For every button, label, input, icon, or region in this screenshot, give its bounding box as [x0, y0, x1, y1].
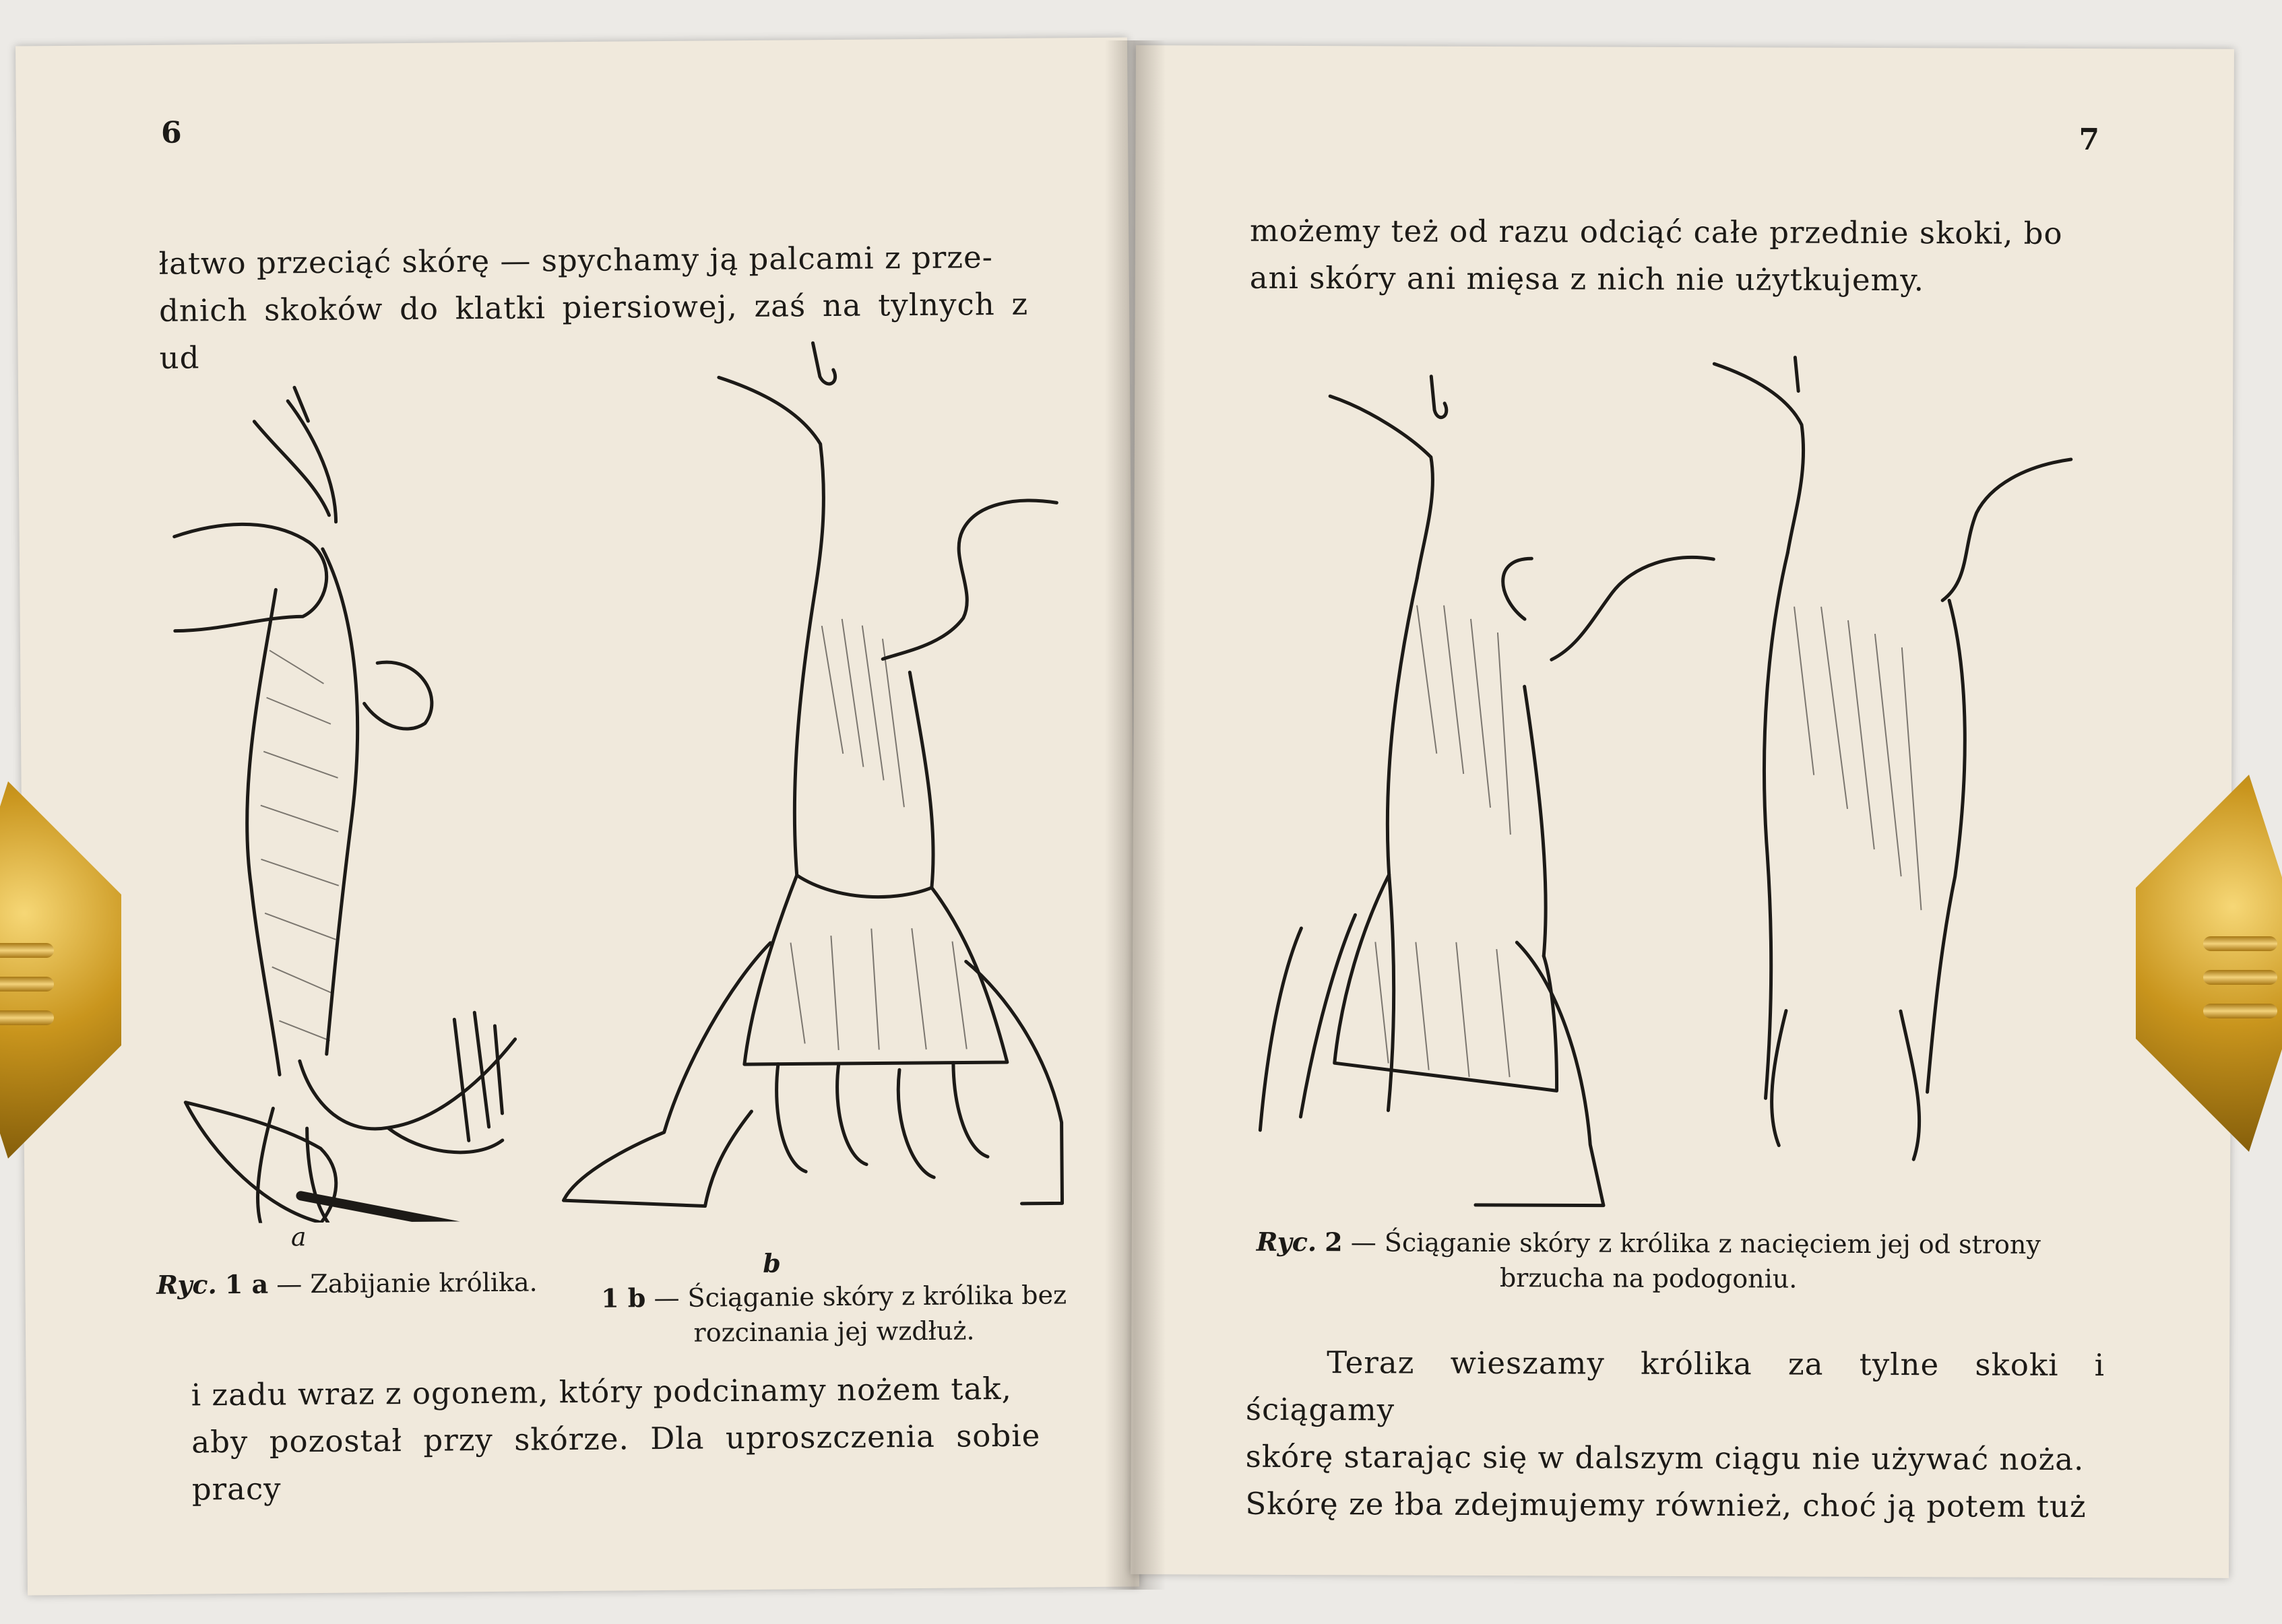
- carcass-left: [1387, 578, 1547, 1111]
- figure-1b-illustration: [543, 334, 1075, 1214]
- caption-text: rozcinania jej wzdłuż.: [693, 1316, 975, 1348]
- front-legs: [257, 1108, 327, 1223]
- holding-hand: [175, 523, 327, 630]
- text-line: Teraz wieszamy królika za tylne skoki i ściągamy: [1245, 1344, 2105, 1428]
- text-line: skórę starając się w dalszym ciągu nie używać noża.: [1245, 1438, 2085, 1478]
- hook-right: [1795, 358, 1798, 391]
- raised-leg-right: [1942, 459, 2071, 601]
- text-line: ani skóry ani mięsa z nich nie użytkujemy.: [1249, 259, 1925, 298]
- raised-hind-leg: [881, 500, 1058, 659]
- hanging-leg-right: [1713, 364, 1804, 552]
- figure-1b-letter: b: [763, 1247, 781, 1278]
- figure-1a-letter: a: [290, 1222, 307, 1252]
- left-page: [15, 38, 1139, 1596]
- stick: [300, 1194, 537, 1224]
- hanging-hind-leg: [719, 377, 825, 593]
- figure-1a-illustration: [133, 345, 598, 1224]
- page-number-right: 7: [2079, 123, 2100, 158]
- caption-text: — Ściąganie skóry z królika bez: [654, 1280, 1067, 1313]
- text-line: możemy też od razu odciąć całe przednie skoki, bo: [1249, 212, 2063, 251]
- text-line: i zadu wraz z ogonem, który podcinamy nożem tak,: [191, 1370, 1013, 1413]
- caption-label: Ryc.: [1256, 1226, 1317, 1258]
- right-hand: [966, 961, 1063, 1204]
- head-right: [1771, 1010, 1920, 1159]
- left-bottom-text: [191, 1365, 1041, 1514]
- hanging-leg-left: [1329, 396, 1433, 579]
- tail-left: [1502, 558, 1531, 619]
- text-line: aby pozostał przy skórze. Dla uproszczenia sobie pracy: [191, 1417, 1041, 1507]
- skin-sleeve: [743, 874, 1007, 1064]
- right-page: [1131, 45, 2234, 1578]
- hatching: [259, 650, 340, 1041]
- caption-text: — Ściąganie skóry z królika z nacięciem jej od strony: [1350, 1227, 2041, 1260]
- raised-leg-left: [1552, 557, 1714, 660]
- caption-2: [1256, 1225, 2040, 1297]
- caption-text: — Zabijanie królika.: [276, 1267, 538, 1299]
- caption-number: 1 a: [224, 1268, 269, 1300]
- caption-text: brzucha na podogoniu.: [1499, 1263, 1798, 1294]
- caption-1a: [156, 1264, 538, 1302]
- text-line: łatwo przeciąć skórę — spychamy ją palcami z prze-: [158, 239, 994, 282]
- rabbit-hind-leg: [364, 662, 432, 729]
- hanging-paws: [776, 1062, 988, 1178]
- skin-left: [1335, 874, 1558, 1091]
- figure-2-illustration: [1240, 335, 2119, 1214]
- page-number-left: 6: [160, 115, 182, 150]
- right-bottom-text: [1245, 1339, 2105, 1530]
- caption-label: Ryc.: [156, 1269, 217, 1300]
- rabbit-ears: [254, 387, 336, 523]
- right-top-text: [1250, 207, 2105, 304]
- hook-left: [1431, 377, 1447, 418]
- hatching: [788, 618, 967, 1050]
- motion-lines: [454, 1012, 502, 1141]
- text-line: dnich skoków do klatki piersiowej, zaś na tylnych z ud: [158, 286, 1029, 376]
- caption-number: 2: [1325, 1227, 1343, 1258]
- hand-right: [1476, 942, 1604, 1206]
- hook: [813, 343, 835, 384]
- caption-1b: [584, 1277, 1083, 1351]
- text-line: Skórę ze łba zdejmujemy również, choć ją potem tuż: [1245, 1485, 2087, 1525]
- left-hand: [561, 943, 772, 1207]
- carcass-right: [1763, 552, 1966, 1099]
- rabbit-body: [245, 549, 360, 1075]
- book-gutter: [1105, 40, 1166, 1590]
- caption-number: 1 b: [600, 1282, 646, 1313]
- hatching: [1375, 605, 1922, 1078]
